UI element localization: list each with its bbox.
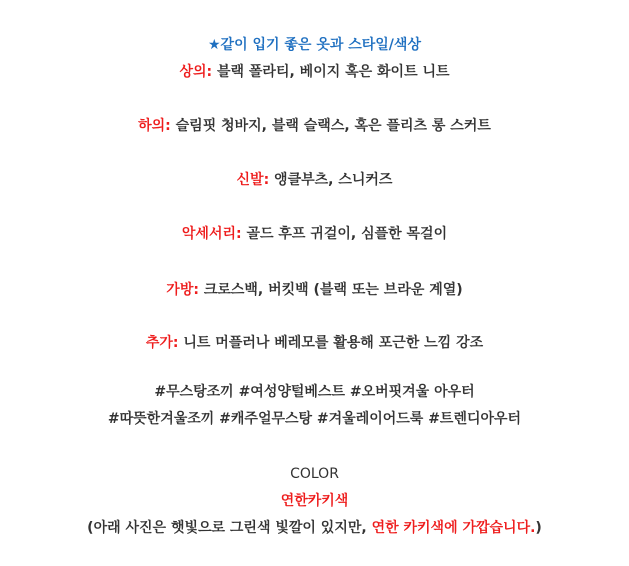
item-text: 골드 후프 귀걸이, 심플한 목걸이: [241, 226, 448, 242]
item-bottom: [0, 117, 629, 135]
item-top: [0, 63, 629, 81]
color-note-before: (아래 사진은 햇빛으로 그린색 빛깔이 있지만,: [87, 520, 372, 536]
item-bag: [0, 281, 629, 299]
item-accessories: [0, 225, 629, 243]
item-text: 슬림핏 청바지, 블랙 슬랙스, 혹은 플리츠 롱 스커트: [170, 118, 491, 134]
item-text: 앵클부츠, 스니커즈: [269, 172, 393, 188]
item-label: 신발:: [236, 172, 270, 188]
item-text: 니트 머플러나 베레모를 활용해 포근한 느낌 강조: [178, 335, 484, 351]
item-shoes: [0, 171, 629, 189]
color-title: COLOR: [290, 466, 339, 482]
hashtags-line-1: #무스탕조끼 #여성양털베스트 #오버핏겨울 아우터: [154, 384, 475, 400]
item-label: 추가:: [145, 335, 179, 351]
item-label: 하의:: [138, 118, 171, 134]
item-label: 가방:: [166, 282, 199, 298]
section-heading: ★같이 입기 좋은 옷과 스타일/색상: [208, 37, 421, 53]
item-text: 크로스백, 버킷백 (블랙 또는 브라운 계열): [198, 282, 463, 298]
item-extra: [0, 334, 629, 352]
hashtags-line-2: #따뜻한겨울조끼 #캐주얼무스탕 #겨울레이어드룩 #트렌디아우터: [107, 411, 522, 427]
color-note: [0, 519, 629, 537]
item-label: 악세서리:: [181, 226, 242, 242]
item-text: 블랙 폴라티, 베이지 혹은 화이트 니트: [212, 64, 450, 80]
color-note-highlight: 연한 카키색에 가깝습니다.: [371, 520, 536, 536]
color-note-after: ): [535, 520, 542, 536]
item-label: 상의:: [179, 64, 213, 80]
color-name: 연한카키색: [280, 493, 349, 509]
